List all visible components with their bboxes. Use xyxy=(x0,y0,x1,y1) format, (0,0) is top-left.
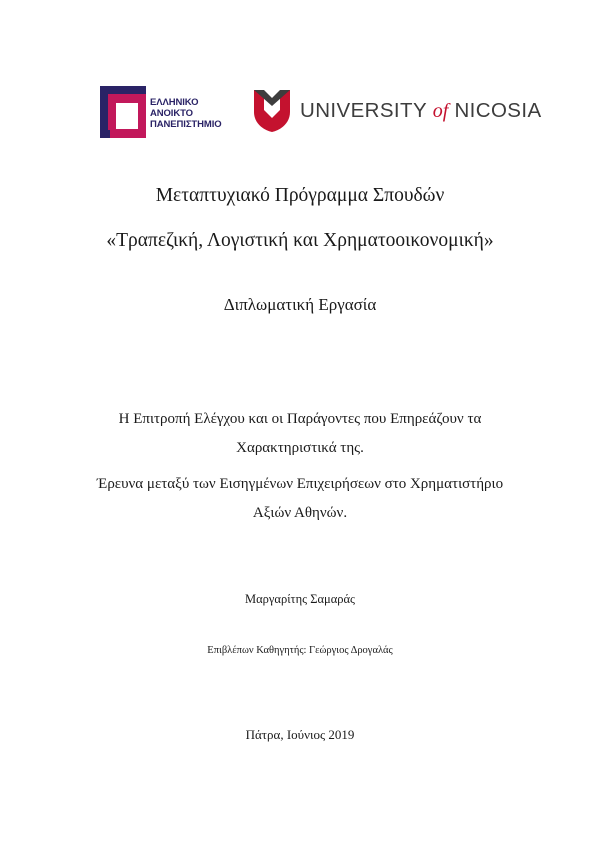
thesis-title-line4: Αξιών Αθηνών. xyxy=(252,505,348,521)
eap-logo-line1: ΕΛΛΗΝΙΚΟ xyxy=(150,97,199,108)
eap-logo-line3: ΠΑΝΕΠΙΣΤΗΜΙΟ xyxy=(150,119,222,130)
eap-logo xyxy=(100,86,240,138)
unic-of: of xyxy=(432,100,449,122)
document-type: Διπλωματική Εργασία xyxy=(223,295,377,314)
eap-logo-text xyxy=(150,97,222,130)
supervisor: Επιβλέπων Καθηγητής: Γεώργιος Δρογαλάς xyxy=(207,645,393,656)
program-name: «Τραπεζική, Λογιστική και Χρηματοοικονομική» xyxy=(106,230,494,251)
place-date: Πάτρα, Ιούνιος 2019 xyxy=(245,727,355,742)
thesis-title-line1: Η Επιτροπή Ελέγχου και οι Παράγοντες που Επηρεάζουν τα xyxy=(118,411,482,427)
thesis-title-line3: Έρευνα μεταξύ των Εισηγμένων Επιχειρήσεων στο Χρηματιστήριο xyxy=(96,476,504,492)
unic-nicosia: NICOSIA xyxy=(454,99,542,122)
unic-logo xyxy=(254,90,542,136)
eap-logo-mark-icon xyxy=(100,86,146,138)
unic-logo-text xyxy=(300,99,542,123)
program-title: Μεταπτυχιακό Πρόγραμμα Σπουδών xyxy=(155,185,445,206)
unic-university: UNIVERSITY xyxy=(300,99,427,122)
unic-shield-icon xyxy=(254,90,290,132)
logos-header xyxy=(100,86,542,138)
author-name: Μαργαρίτης Σαμαράς xyxy=(244,592,356,606)
eap-logo-line2: ΑΝΟΙΚΤΟ xyxy=(150,108,193,119)
thesis-title-line2: Χαρακτηριστικά της. xyxy=(236,440,364,456)
